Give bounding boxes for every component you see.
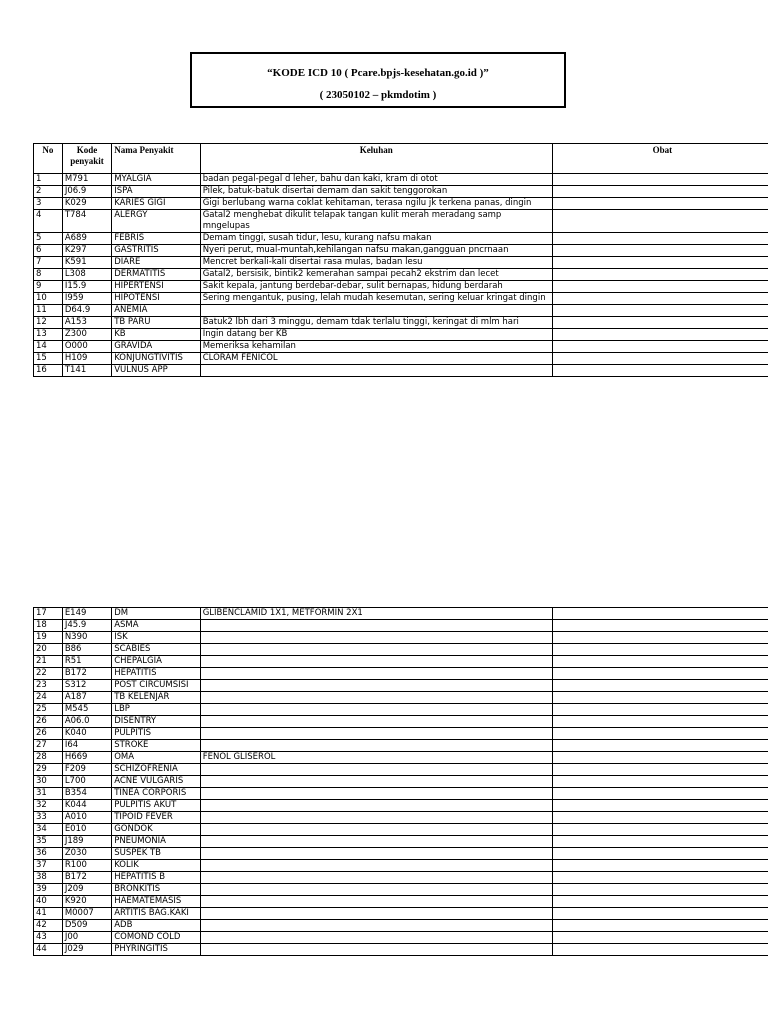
table-row xyxy=(34,872,768,884)
table-row xyxy=(34,305,768,317)
cell-kode: A689 xyxy=(62,233,111,245)
cell-kode: Z300 xyxy=(62,329,111,341)
cell-kode: K920 xyxy=(62,896,111,908)
cell-no: 5 xyxy=(34,233,63,245)
cell-obat xyxy=(552,704,768,716)
cell-nama: GONDOK xyxy=(112,824,201,836)
cell-no: 1 xyxy=(34,174,63,186)
cell-nama: PULPITIS xyxy=(112,728,201,740)
cell-kode: L700 xyxy=(62,776,111,788)
cell-no: 16 xyxy=(34,365,63,377)
cell-obat xyxy=(552,680,768,692)
table-row xyxy=(34,365,768,377)
table-header-row xyxy=(34,144,768,174)
table-row xyxy=(34,716,768,728)
table-row xyxy=(34,341,768,353)
cell-no: 36 xyxy=(34,848,63,860)
cell-nama: TIPOID FEVER xyxy=(112,812,201,824)
cell-obat xyxy=(552,269,768,281)
cell-keluhan xyxy=(200,836,552,848)
cell-obat xyxy=(552,281,768,293)
cell-obat xyxy=(552,174,768,186)
cell-no: 31 xyxy=(34,788,63,800)
cell-keluhan xyxy=(200,740,552,752)
cell-keluhan xyxy=(200,716,552,728)
cell-kode: J00 xyxy=(62,932,111,944)
cell-no: 10 xyxy=(34,293,63,305)
cell-no: 12 xyxy=(34,317,63,329)
cell-no: 27 xyxy=(34,740,63,752)
cell-obat xyxy=(552,896,768,908)
cell-kode: T784 xyxy=(62,210,111,233)
cell-kode: F209 xyxy=(62,764,111,776)
cell-kode: S312 xyxy=(62,680,111,692)
cell-no: 30 xyxy=(34,776,63,788)
table-row xyxy=(34,884,768,896)
cell-keluhan xyxy=(200,884,552,896)
cell-kode: Z030 xyxy=(62,848,111,860)
cell-kode: B172 xyxy=(62,668,111,680)
cell-no: 43 xyxy=(34,932,63,944)
cell-nama: ANEMIA xyxy=(112,305,201,317)
cell-no: 19 xyxy=(34,632,63,644)
cell-keluhan xyxy=(200,704,552,716)
cell-keluhan: Demam tinggi, susah tidur, lesu, kurang nafsu makan xyxy=(200,233,552,245)
cell-keluhan xyxy=(200,824,552,836)
cell-obat xyxy=(552,908,768,920)
table-row xyxy=(34,776,768,788)
cell-nama: HEPATITIS xyxy=(112,668,201,680)
cell-keluhan xyxy=(200,692,552,704)
cell-nama: DIARE xyxy=(112,257,201,269)
table-row xyxy=(34,788,768,800)
table-row xyxy=(34,174,768,186)
cell-keluhan xyxy=(200,872,552,884)
cell-obat xyxy=(552,848,768,860)
cell-kode: H109 xyxy=(62,353,111,365)
cell-keluhan xyxy=(200,305,552,317)
cell-obat xyxy=(552,752,768,764)
cell-keluhan: GLIBENCLAMID 1X1, METFORMIN 2X1 xyxy=(200,608,552,620)
cell-kode: I15.9 xyxy=(62,281,111,293)
cell-nama: MYALGIA xyxy=(112,174,201,186)
header-kode: Kode penyakit xyxy=(62,144,111,174)
cell-kode: J209 xyxy=(62,884,111,896)
cell-kode: E010 xyxy=(62,824,111,836)
cell-no: 38 xyxy=(34,872,63,884)
cell-keluhan: Gatal2, bersisik, bintik2 kemerahan sampai pecah2 ekstrim dan lecet xyxy=(200,269,552,281)
cell-no: 7 xyxy=(34,257,63,269)
header-keluhan: Keluhan xyxy=(200,144,552,174)
cell-no: 14 xyxy=(34,341,63,353)
cell-kode: O000 xyxy=(62,341,111,353)
table-row xyxy=(34,836,768,848)
cell-no: 4 xyxy=(34,210,63,233)
cell-no: 41 xyxy=(34,908,63,920)
cell-obat xyxy=(552,644,768,656)
cell-kode: J45.9 xyxy=(62,620,111,632)
cell-keluhan xyxy=(200,860,552,872)
cell-obat xyxy=(552,656,768,668)
cell-nama: OMA xyxy=(112,752,201,764)
cell-nama: TINEA CORPORIS xyxy=(112,788,201,800)
cell-kode: L308 xyxy=(62,269,111,281)
cell-keluhan xyxy=(200,764,552,776)
table-row xyxy=(34,257,768,269)
cell-keluhan: FENOL GLISEROL xyxy=(200,752,552,764)
cell-no: 29 xyxy=(34,764,63,776)
table-row xyxy=(34,908,768,920)
cell-obat xyxy=(552,329,768,341)
cell-keluhan: CLORAM FENICOL xyxy=(200,353,552,365)
cell-obat xyxy=(552,776,768,788)
cell-nama: ACNE VULGARIS xyxy=(112,776,201,788)
table-row xyxy=(34,233,768,245)
cell-obat xyxy=(552,608,768,620)
cell-nama: TB KELENJAR xyxy=(112,692,201,704)
cell-nama: KARIES GIGI xyxy=(112,198,201,210)
table-row xyxy=(34,620,768,632)
cell-nama: POST CIRCUMSISI xyxy=(112,680,201,692)
cell-keluhan xyxy=(200,668,552,680)
cell-no: 35 xyxy=(34,836,63,848)
cell-kode: K591 xyxy=(62,257,111,269)
cell-kode: K044 xyxy=(62,800,111,812)
cell-no: 32 xyxy=(34,800,63,812)
cell-no: 33 xyxy=(34,812,63,824)
cell-nama: VULNUS APP xyxy=(112,365,201,377)
cell-nama: SUSPEK TB xyxy=(112,848,201,860)
cell-nama: ISPA xyxy=(112,186,201,198)
cell-kode: R51 xyxy=(62,656,111,668)
cell-nama: STROKE xyxy=(112,740,201,752)
table-row xyxy=(34,198,768,210)
table-row xyxy=(34,269,768,281)
cell-keluhan: Batuk2 lbh dari 3 minggu, demam tdak terlalu tinggi, keringat di mlm hari xyxy=(200,317,552,329)
cell-kode: N390 xyxy=(62,632,111,644)
icd-table-part-1 xyxy=(33,143,768,377)
cell-nama: LBP xyxy=(112,704,201,716)
cell-no: 2 xyxy=(34,186,63,198)
cell-obat xyxy=(552,198,768,210)
table-row xyxy=(34,896,768,908)
cell-no: 13 xyxy=(34,329,63,341)
cell-no: 18 xyxy=(34,620,63,632)
cell-nama: SCABIES xyxy=(112,644,201,656)
cell-nama: COMOND COLD xyxy=(112,932,201,944)
cell-kode: I959 xyxy=(62,293,111,305)
cell-keluhan xyxy=(200,620,552,632)
cell-no: 37 xyxy=(34,860,63,872)
table-row xyxy=(34,764,768,776)
cell-kode: J189 xyxy=(62,836,111,848)
table-row xyxy=(34,728,768,740)
cell-keluhan xyxy=(200,896,552,908)
table-row xyxy=(34,920,768,932)
cell-obat xyxy=(552,884,768,896)
cell-nama: GASTRITIS xyxy=(112,245,201,257)
cell-obat xyxy=(552,233,768,245)
cell-obat xyxy=(552,245,768,257)
cell-nama: KB xyxy=(112,329,201,341)
cell-obat xyxy=(552,632,768,644)
cell-keluhan xyxy=(200,932,552,944)
cell-kode: J029 xyxy=(62,944,111,956)
table-row xyxy=(34,944,768,956)
cell-keluhan: Sakit kepala, jantung berdebar-debar, sulit bernapas, hidung berdarah xyxy=(200,281,552,293)
cell-keluhan xyxy=(200,812,552,824)
cell-obat xyxy=(552,800,768,812)
cell-keluhan xyxy=(200,920,552,932)
cell-keluhan xyxy=(200,365,552,377)
table-row xyxy=(34,800,768,812)
cell-keluhan xyxy=(200,728,552,740)
cell-keluhan xyxy=(200,800,552,812)
cell-kode: A010 xyxy=(62,812,111,824)
cell-keluhan xyxy=(200,908,552,920)
cell-obat xyxy=(552,692,768,704)
cell-no: 24 xyxy=(34,692,63,704)
cell-no: 28 xyxy=(34,752,63,764)
cell-kode: K029 xyxy=(62,198,111,210)
cell-kode: J06.9 xyxy=(62,186,111,198)
cell-kode: M0007 xyxy=(62,908,111,920)
table-row xyxy=(34,860,768,872)
table-row xyxy=(34,353,768,365)
table-row xyxy=(34,245,768,257)
table-row xyxy=(34,692,768,704)
cell-nama: HIPOTENSI xyxy=(112,293,201,305)
cell-keluhan xyxy=(200,632,552,644)
cell-nama: KONJUNGTIVITIS xyxy=(112,353,201,365)
cell-obat xyxy=(552,341,768,353)
cell-kode: A06.0 xyxy=(62,716,111,728)
cell-kode: M545 xyxy=(62,704,111,716)
table-row xyxy=(34,704,768,716)
cell-no: 17 xyxy=(34,608,63,620)
table-row xyxy=(34,281,768,293)
cell-nama: SCHIZOFRENIA xyxy=(112,764,201,776)
table-row xyxy=(34,752,768,764)
cell-keluhan xyxy=(200,680,552,692)
cell-no: 3 xyxy=(34,198,63,210)
table-row xyxy=(34,656,768,668)
cell-kode: D64.9 xyxy=(62,305,111,317)
header-no: No xyxy=(34,144,63,174)
table-row xyxy=(34,644,768,656)
table-row xyxy=(34,608,768,620)
cell-kode: K040 xyxy=(62,728,111,740)
cell-obat xyxy=(552,293,768,305)
table-row xyxy=(34,740,768,752)
cell-kode: H669 xyxy=(62,752,111,764)
table-row xyxy=(34,210,768,233)
cell-kode: A153 xyxy=(62,317,111,329)
cell-nama: HAEMATEMASIS xyxy=(112,896,201,908)
cell-no: 26 xyxy=(34,728,63,740)
cell-obat xyxy=(552,812,768,824)
cell-obat xyxy=(552,788,768,800)
cell-nama: BRONKITIS xyxy=(112,884,201,896)
cell-obat xyxy=(552,920,768,932)
cell-obat xyxy=(552,186,768,198)
cell-keluhan: Memeriksa kehamilan xyxy=(200,341,552,353)
cell-keluhan: Sering mengantuk, pusing, lelah mudah kesemutan, sering keluar kringat dingin xyxy=(200,293,552,305)
cell-keluhan xyxy=(200,944,552,956)
cell-no: 44 xyxy=(34,944,63,956)
cell-kode: M791 xyxy=(62,174,111,186)
cell-obat xyxy=(552,668,768,680)
cell-nama: DM xyxy=(112,608,201,620)
cell-nama: ALERGY xyxy=(112,210,201,233)
cell-nama: TB PARU xyxy=(112,317,201,329)
table-row xyxy=(34,293,768,305)
cell-no: 9 xyxy=(34,281,63,293)
cell-keluhan: Pilek, batuk-batuk disertai demam dan sakit tenggorokan xyxy=(200,186,552,198)
cell-keluhan xyxy=(200,788,552,800)
cell-keluhan xyxy=(200,644,552,656)
cell-keluhan: Mencret berkali-kali disertai rasa mulas, badan lesu xyxy=(200,257,552,269)
document-title-box xyxy=(190,52,566,108)
table-row xyxy=(34,824,768,836)
cell-no: 22 xyxy=(34,668,63,680)
header-nama: Nama Penyakit xyxy=(112,144,201,174)
cell-obat xyxy=(552,836,768,848)
cell-nama: KOLIK xyxy=(112,860,201,872)
cell-no: 6 xyxy=(34,245,63,257)
icd-table-part-2 xyxy=(33,607,768,956)
cell-no: 23 xyxy=(34,680,63,692)
cell-obat xyxy=(552,365,768,377)
cell-obat xyxy=(552,305,768,317)
table-row xyxy=(34,329,768,341)
cell-no: 21 xyxy=(34,656,63,668)
cell-obat xyxy=(552,872,768,884)
table-row xyxy=(34,848,768,860)
cell-no: 25 xyxy=(34,704,63,716)
cell-keluhan xyxy=(200,776,552,788)
table-row xyxy=(34,317,768,329)
cell-no: 39 xyxy=(34,884,63,896)
cell-obat xyxy=(552,944,768,956)
cell-obat xyxy=(552,620,768,632)
cell-nama: HEPATITIS B xyxy=(112,872,201,884)
cell-no: 15 xyxy=(34,353,63,365)
cell-no: 26 xyxy=(34,716,63,728)
cell-kode: R100 xyxy=(62,860,111,872)
cell-keluhan: Gatal2 menghebat dikulit telapak tangan kulit merah meradang samp mngelupas xyxy=(200,210,552,233)
cell-nama: PNEUMONIA xyxy=(112,836,201,848)
table-row xyxy=(34,186,768,198)
cell-nama: GRAVIDA xyxy=(112,341,201,353)
cell-obat xyxy=(552,764,768,776)
cell-nama: PHYRINGITIS xyxy=(112,944,201,956)
cell-obat xyxy=(552,932,768,944)
cell-nama: ARTITIS BAG.KAKI xyxy=(112,908,201,920)
cell-keluhan: Gigi berlubang warna coklat kehitaman, terasa ngilu jk terkena panas, dingin xyxy=(200,198,552,210)
cell-nama: HIPERTENSI xyxy=(112,281,201,293)
cell-obat xyxy=(552,353,768,365)
cell-nama: ISK xyxy=(112,632,201,644)
cell-keluhan: Nyeri perut, mual-muntah,kehilangan nafsu makan,gangguan pncrnaan xyxy=(200,245,552,257)
document-subtitle: ( 23050102 – pkmdotim ) xyxy=(319,89,437,101)
cell-keluhan xyxy=(200,656,552,668)
cell-nama: PULPITIS AKUT xyxy=(112,800,201,812)
cell-kode: B172 xyxy=(62,872,111,884)
cell-keluhan xyxy=(200,848,552,860)
cell-nama: ADB xyxy=(112,920,201,932)
table-row xyxy=(34,932,768,944)
table-row xyxy=(34,632,768,644)
cell-obat xyxy=(552,716,768,728)
cell-no: 8 xyxy=(34,269,63,281)
cell-no: 40 xyxy=(34,896,63,908)
cell-kode: D509 xyxy=(62,920,111,932)
cell-nama: DERMATITIS xyxy=(112,269,201,281)
cell-no: 20 xyxy=(34,644,63,656)
cell-kode: T141 xyxy=(62,365,111,377)
cell-obat xyxy=(552,728,768,740)
cell-kode: A187 xyxy=(62,692,111,704)
cell-nama: ASMA xyxy=(112,620,201,632)
cell-kode: E149 xyxy=(62,608,111,620)
table-row xyxy=(34,680,768,692)
cell-keluhan: Ingin datang ber KB xyxy=(200,329,552,341)
cell-obat xyxy=(552,860,768,872)
cell-nama: FEBRIS xyxy=(112,233,201,245)
cell-obat xyxy=(552,210,768,233)
cell-keluhan: badan pegal-pegal d leher, bahu dan kaki, kram di otot xyxy=(200,174,552,186)
cell-kode: K297 xyxy=(62,245,111,257)
cell-no: 11 xyxy=(34,305,63,317)
cell-kode: B354 xyxy=(62,788,111,800)
cell-obat xyxy=(552,317,768,329)
table-row xyxy=(34,812,768,824)
cell-no: 42 xyxy=(34,920,63,932)
header-obat: Obat xyxy=(552,144,768,174)
cell-obat xyxy=(552,257,768,269)
cell-nama: DISENTRY xyxy=(112,716,201,728)
cell-kode: I64 xyxy=(62,740,111,752)
cell-nama: CHEPALGIA xyxy=(112,656,201,668)
cell-obat xyxy=(552,740,768,752)
document-title: “KODE ICD 10 ( Pcare.bpjs-kesehatan.go.id )” xyxy=(267,67,489,79)
cell-obat xyxy=(552,824,768,836)
cell-kode: B86 xyxy=(62,644,111,656)
table-row xyxy=(34,668,768,680)
cell-no: 34 xyxy=(34,824,63,836)
